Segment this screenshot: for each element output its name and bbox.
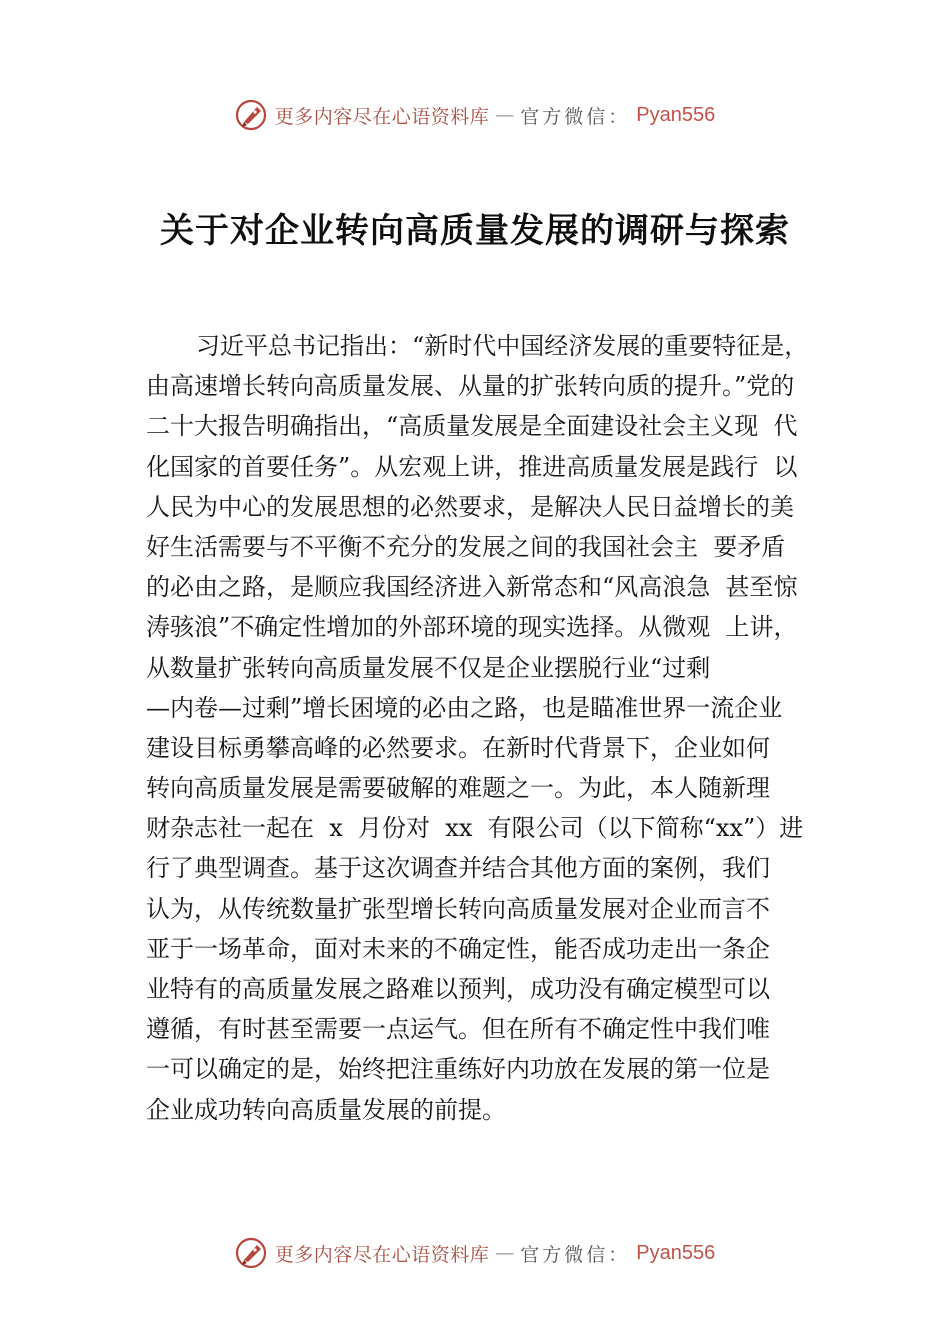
paragraph-line: 涛骇浪”不确定性增加的外部环境的现实选择。从微观 上讲， [146,613,798,642]
banner-wechat-id: Pyan556 [636,103,716,126]
banner-wechat-label: 官方微信： [520,105,631,128]
document-title: 关于对企业转向高质量发展的调研与探索 [160,211,790,251]
paragraph-line: 二十大报告明确指出，“高质量发展是全面建设社会主义现 代 [146,412,798,441]
banner-separator: — [495,104,515,126]
paragraph-line: 习近平总书记指出：“新时代中国经济发展的重要特征是， [196,332,809,360]
header-banner [0,95,950,135]
paragraph-line: 企业成功转向高质量发展的前提。 [146,1095,506,1124]
paragraph-line: 业特有的高质量发展之路难以预判，成功没有确定模型可以 [146,975,770,1003]
pen-nib-logo-icon [235,98,269,132]
paragraph-line: 人民为中心的发展思想的必然要求，是解决人民日益增长的美 [146,492,794,521]
paragraph-line: 行了典型调查。基于这次调查并结合其他方面的案例，我们 [146,854,770,883]
document-body [146,326,836,1130]
banner-wechat-label: 官方微信： [520,1243,631,1266]
footer-banner [0,1233,950,1273]
paragraph-line: 遵循，有时甚至需要一点运气。但在所有不确定性中我们唯 [146,1015,770,1044]
paragraph-line: 转向高质量发展是需要破解的难题之一。为此，本人随新理 [146,774,770,803]
paragraph-line: 从数量扩张转向高质量发展不仅是企业摆脱行业“过剩 [146,653,711,682]
paragraph-line: 一可以确定的是，始终把注重练好内功放在发展的第一位是 [146,1055,770,1084]
banner-wechat-id: Pyan556 [636,1241,716,1264]
paragraph-line: 好生活需要与不平衡不充分的发展之间的我国社会主 要矛盾 [146,532,786,561]
paragraph-line: 亚于一场革命，面对未来的不确定性，能否成功走出一条企 [146,934,770,963]
banner-slogan: 更多内容尽在心语资料库 [274,105,490,128]
paragraph-line: 建设目标勇攀高峰的必然要求。在新时代背景下，企业如何 [146,733,770,762]
paragraph-line: 化国家的首要任务”。从宏观上讲，推进高质量发展是践行 以 [146,452,798,481]
paragraph-line: 的必由之路，是顺应我国经济进入新常态和“风高浪急 甚至惊 [146,573,798,602]
banner-slogan: 更多内容尽在心语资料库 [274,1243,490,1266]
paragraph-line: 财杂志社一起在 x 月份对 xx 有限公司（以下简称“xx”）进 [146,814,804,843]
paragraph-line: 认为，从传统数量扩张型增长转向高质量发展对企业而言不 [146,894,770,923]
paragraph-line: —内卷—过剩”增长困境的必由之路，也是瞄准世界一流企业 [146,693,783,722]
paragraph-line: 由高速增长转向高质量发展、从量的扩张转向质的提升。”党的 [146,372,795,401]
pen-nib-logo-icon [235,1236,269,1270]
banner-separator: — [495,1242,515,1264]
